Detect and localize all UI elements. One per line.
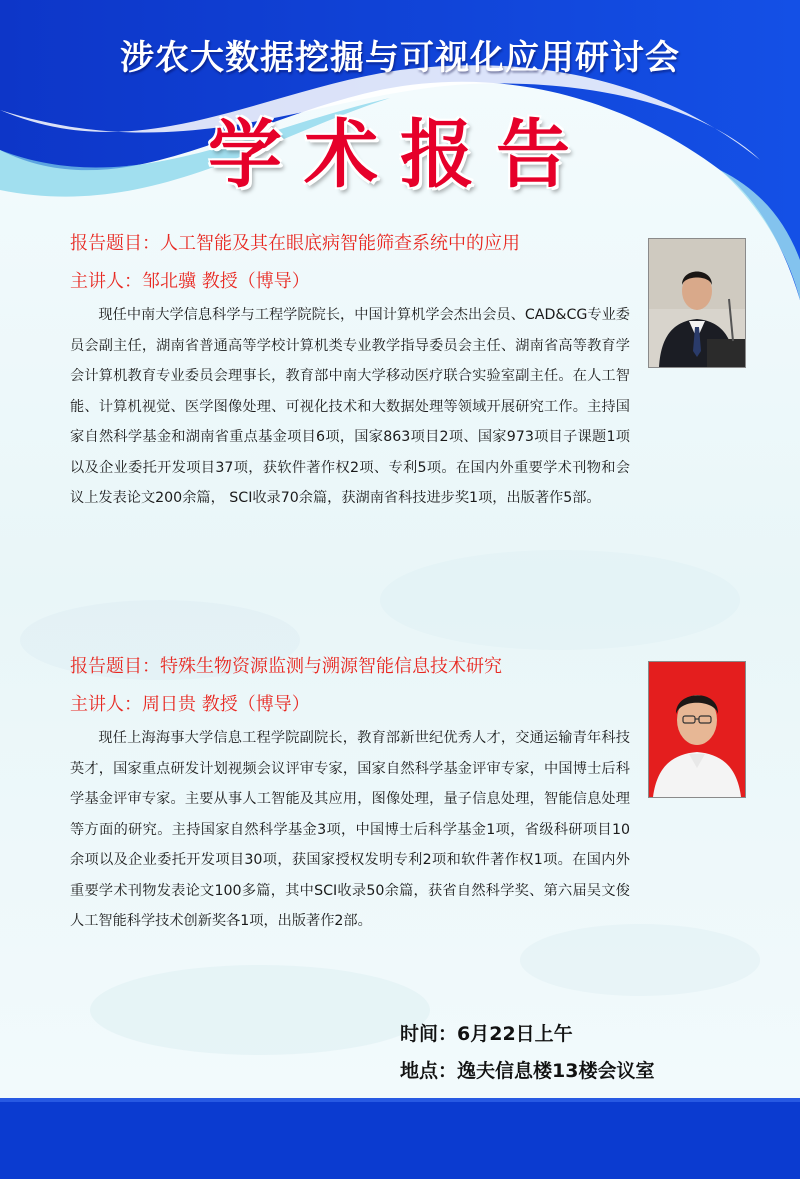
speaker-row [70,270,630,294]
talk-title: 特殊生物资源监测与溯源智能信息技术研究 [160,656,502,677]
poster-title: 学术报告 [208,112,592,198]
speaker-label: 主讲人： [70,694,142,715]
talk-title: 人工智能及其在眼底病智能筛查系统中的应用 [160,233,520,254]
speaker-photo-icon [649,662,745,797]
speaker-bio: 现任中南大学信息科学与工程学院院长，中国计算机学会杰出会员、CAD&CG专业委员会副主任，湖南省普通高等学校计算机类专业教学指导委员会主任、湖南省高等教育学会计算机教育专业委员会理事长，教育部中南大学移动医疗联合实验室副主任。在人工智能、计算机视觉、医学图像处理、可视化技术和大数据处理等领域开展研究工作。主持国家自然科学基金和湖南省重点基金项目6项，国家863项目2项、国家973项目子课题1项以及企业委托开发项目37项，获软件著作权2项、专利5项。在国内外重要学术刊物和会议上发表论文200余篇， SCI收录70余篇，获湖南省科技进步奖1项，出版著作5部。 [70,307,630,506]
talk-title-label: 报告题目： [70,233,160,254]
speaker-label: 主讲人： [70,271,142,292]
speaker-bio: 现任上海海事大学信息工程学院副院长，教育部新世纪优秀人才，交通运输青年科技英才，国家重点研发计划视频会议评审专家，国家自然科学基金评审专家，中国博士后科学基金评审专家。主要从事人工智能及其应用，图像处理，量子信息处理，智能信息处理等方面的研究。主持国家自然科学基金3项，中国博士后科学基金1项，省级科研项目10余项以及企业委托开发项目30项，获国家授权发明专利2项和软件著作权1项。在国内外重要学术刊物发表论文100多篇，其中SCI收录50余篇，获省自然科学奖、第六届吴文俊人工智能科学技术创新奖各1项，出版著作2部。 [70,730,630,929]
meeting-time [400,1019,573,1046]
speaker-name: 邹北骥 教授（博导） [142,271,310,292]
speaker-name: 周日贵 教授（博导） [142,694,310,715]
speaker-photo-2 [648,661,746,798]
place-label: 地点： [400,1060,458,1082]
event-title: 涉农大数据挖掘与可视化应用研讨会 [120,38,680,78]
speaker-photo-1 [648,238,746,368]
talk-title-row [70,655,630,679]
talk-title-label: 报告题目： [70,656,160,677]
time-value: 6月22日上午 [457,1023,573,1045]
talk-title-row [70,232,630,256]
place-value: 逸夫信息楼13楼会议室 [457,1060,655,1082]
talk-section-1 [70,232,630,514]
meeting-place [400,1056,654,1083]
speaker-photo-icon [649,239,745,367]
speaker-row [70,693,630,717]
talk-section-2 [70,655,630,937]
time-label: 时间： [400,1023,458,1045]
